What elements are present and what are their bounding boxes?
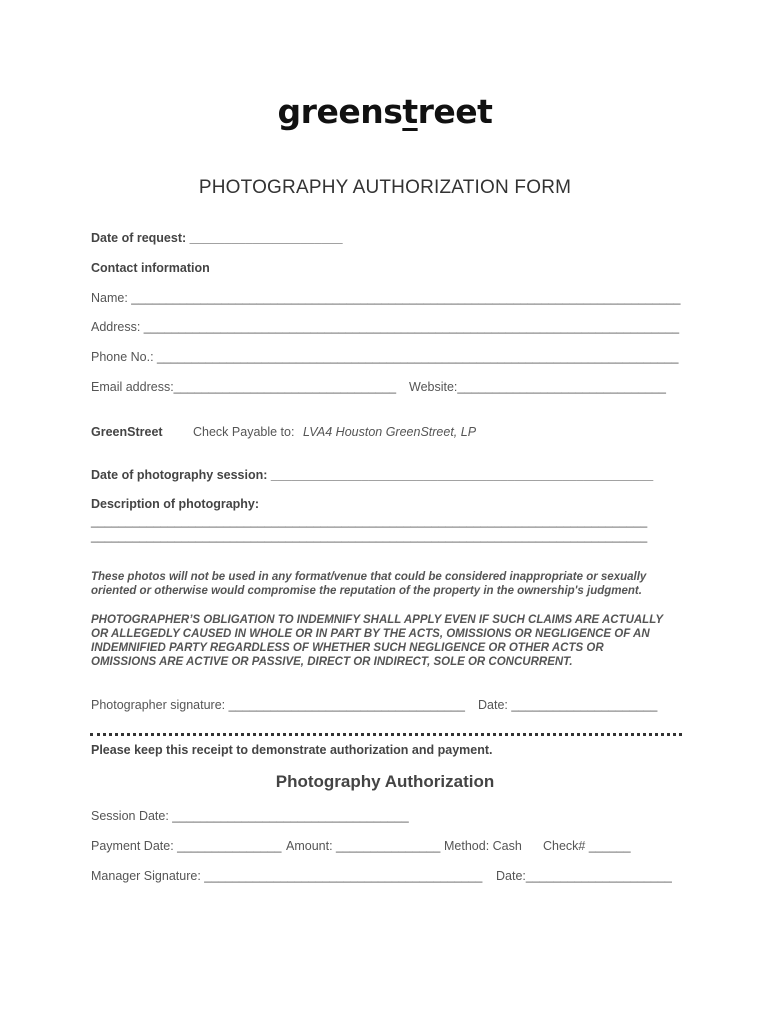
phone-field[interactable]: Phone No.: ___________________________________________________________________________	[91, 350, 679, 364]
receipt-notice: Please keep this receipt to demonstrate authorization and payment.	[91, 743, 493, 757]
description-label: Description of photography:	[91, 497, 260, 511]
description-line-1[interactable]: ________________________________________________________________________________	[91, 514, 648, 528]
photographer-signature-field[interactable]: Photographer signature: __________________________________	[91, 698, 465, 712]
address-field[interactable]: Address: _____________________________________________________________________________	[91, 320, 680, 334]
manager-date-field[interactable]: Date:_____________________	[496, 869, 672, 883]
contact-information-heading: Contact information	[91, 261, 210, 275]
signature-date-field[interactable]: Date: _____________________	[478, 698, 658, 712]
check-payable-label: Check Payable to:	[193, 425, 295, 439]
email-field[interactable]: Email address:________________________________	[91, 380, 397, 394]
receipt-session-date-field[interactable]: Session Date: __________________________________	[91, 809, 409, 823]
website-field[interactable]: Website:______________________________	[409, 380, 666, 394]
greenstreet-logo: greenstreet	[277, 92, 493, 131]
company-name: GreenStreet	[91, 425, 163, 439]
manager-signature-field[interactable]: Manager Signature: ________________________________________	[91, 869, 483, 883]
check-number-field[interactable]: Check# ______	[543, 839, 631, 853]
photography-session-date-field[interactable]: Date of photography session: _______________________________________________________	[91, 468, 654, 482]
date-of-request-field[interactable]: Date of request: ______________________	[91, 231, 343, 245]
name-field[interactable]: Name: _______________________________________________________________________________	[91, 291, 681, 305]
indemnify-notice: PHOTOGRAPHER’S OBLIGATION TO INDEMNIFY SHALL APPLY EVEN IF SUCH CLAIMS ARE ACTUALLY OR ALLEGEDLY CAUSED IN WHOLE OR IN PART BY THE ACTS, OMISSIONS OR NEGLIGENCE OF AN INDEMNIFIED PARTY REGARDLESS OF WHETHER SUCH NEGLIGENCE OR OTHER ACTS OR OMISSIONS ARE ACTIVE OR PASSIVE, DIRECT OR INDIRECT, SOLE OR CONCURRENT.	[91, 614, 663, 668]
form-title: PHOTOGRAPHY AUTHORIZATION FORM	[198, 177, 572, 198]
check-payable-value: LVA4 Houston GreenStreet, LP	[303, 425, 477, 439]
receipt-title: Photography Authorization	[275, 772, 495, 791]
amount-field[interactable]: Amount: _______________	[286, 839, 441, 853]
description-line-2[interactable]: ________________________________________________________________________________	[91, 529, 648, 543]
payment-date-field[interactable]: Payment Date: _______________	[91, 839, 282, 853]
method-cash-option[interactable]: Method: Cash	[444, 839, 522, 853]
usage-notice: These photos will not be used in any format/venue that could be considered inappropriate or sexually oriented or otherwise would compromise the reputation of the property in the ownership's judgment.	[91, 571, 647, 597]
cut-line-divider	[90, 733, 682, 736]
